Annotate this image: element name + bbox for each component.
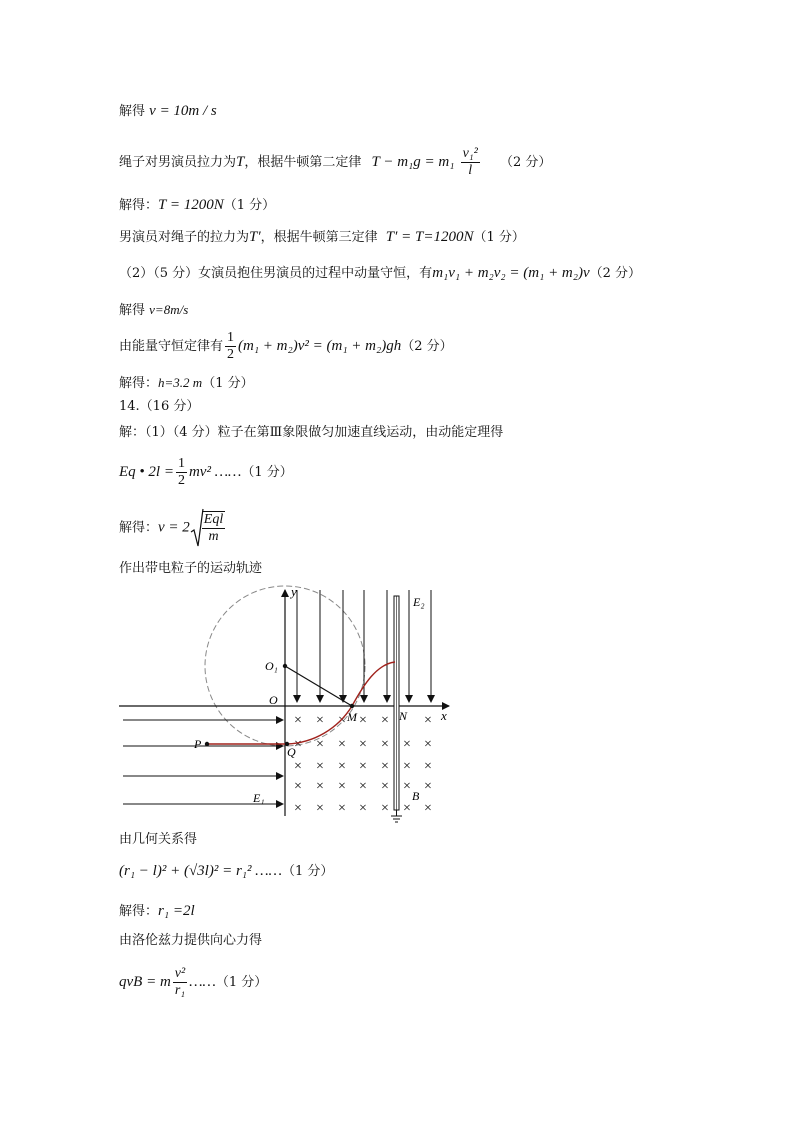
cross-mark: ×: [381, 713, 389, 728]
solution-line-velocity: 解得 v = 10m / s: [119, 103, 217, 119]
cross-mark: ×: [403, 801, 411, 816]
cross-mark: ×: [359, 801, 367, 816]
label-y: y: [291, 584, 297, 599]
fraction-eql-over-m: $\frac{\text{Eql}}{m}$: [203, 512, 224, 544]
label-e2: E₂: [413, 595, 425, 609]
label-m: M: [347, 710, 357, 724]
cross-mark: ×: [316, 759, 324, 774]
label-q: Q: [287, 745, 296, 759]
trajectory-diagram: [119, 584, 454, 824]
point-o1: [283, 664, 287, 668]
cross-mark: ×: [424, 801, 432, 816]
ground-icon: [391, 810, 402, 822]
cross-mark: ×: [316, 779, 324, 794]
label-e1: E₁: [253, 791, 265, 805]
cross-mark: ×: [338, 801, 346, 816]
lorentz-force-caption: 由洛伦兹力提供向心力得: [119, 933, 263, 948]
label-o1: O₁: [265, 659, 278, 673]
cross-mark: ×: [338, 759, 346, 774]
cross-mark: ×: [338, 737, 346, 752]
fraction-v2-over-r1: $\frac{\text{v²}}{\text{r₁}}$: [174, 966, 186, 998]
tension-result-line: 解得：T = 1200N（1 分）: [119, 197, 276, 213]
cross-mark: ×: [403, 759, 411, 774]
cross-mark: ×: [359, 779, 367, 794]
radius-result-line: 解得：r₁ =2l: [119, 903, 195, 919]
newton-second-law-line: 绳子对男演员拉力为T，根据牛顿第二定律 T − m₁g = m₁ $\frac{\text{v₁²}}{l}$ （2 分）: [119, 146, 552, 178]
cross-mark: ×: [403, 779, 411, 794]
cross-mark: ×: [316, 801, 324, 816]
cross-mark: ×: [294, 737, 302, 752]
point-m: [350, 704, 354, 708]
cross-mark: ×: [381, 801, 389, 816]
kinetic-energy-theorem-line: Eq • 2l = $\frac{1}{2}$ mv² ……（1 分）: [119, 456, 293, 488]
part-1-intro: 解：（1）（4 分）粒子在第Ⅲ象限做匀加速直线运动，由动能定理得: [119, 425, 504, 440]
newton-third-law-line: 男演员对绳子的拉力为T′，根据牛顿第三定律 T′ = T=1200N（1 分）: [119, 229, 525, 245]
geometry-equation-line: (r₁ − l)² + (√3l)² = r₁² ……（1 分）: [119, 863, 334, 879]
cross-mark: ×: [338, 713, 346, 728]
point-p: [205, 742, 209, 746]
fraction-v1sq-over-l: $\frac{\text{v₁²}}{l}$: [462, 146, 478, 178]
cross-mark: ×: [381, 737, 389, 752]
cross-mark: ×: [424, 737, 432, 752]
lorentz-equation-line: qvB = m $\frac{\text{v²}}{\text{r₁}}$ ……（1 分）: [119, 966, 268, 998]
energy-conservation-line: 由能量守恒定律有 $\frac{1}{2}$ (m₁ + m₂)v² = (m₁ + m₂)gh（2 分）: [119, 330, 453, 362]
velocity-sqrt-line: 解得：v = 2 $\frac{\text{Eql}}{m}$: [119, 508, 227, 548]
cross-mark: ×: [316, 713, 324, 728]
cross-mark: ×: [424, 759, 432, 774]
fraction-one-half: $\frac{1}{2}$: [227, 330, 235, 362]
cross-mark: ×: [381, 759, 389, 774]
cross-mark: ×: [294, 713, 302, 728]
momentum-conservation-line: （2）（5 分）女演员抱住男演员的过程中动量守恒，有m₁v₁ + m₂v₂ = (m₁ + m₂)v（2 分）: [119, 265, 642, 281]
particle-trajectory: [207, 662, 395, 744]
label-o: O: [269, 693, 278, 707]
cross-mark: ×: [294, 779, 302, 794]
cross-mark: ×: [381, 779, 389, 794]
cross-mark: ×: [294, 801, 302, 816]
cross-mark: ×: [294, 759, 302, 774]
cross-mark: ×: [424, 779, 432, 794]
trajectory-caption: 作出带电粒子的运动轨迹: [119, 561, 263, 576]
cross-mark: ×: [359, 759, 367, 774]
label-x: x: [441, 708, 447, 723]
cross-mark: ×: [359, 737, 367, 752]
question-14-heading: 14.（16 分）: [119, 399, 200, 414]
height-result-line: 解得：h=3.2 m（1 分）: [119, 375, 254, 391]
common-velocity-line: 解得 v=8m/s: [119, 302, 189, 318]
cross-mark: ×: [359, 713, 367, 728]
label-n: N: [399, 709, 408, 723]
label-p: P: [194, 737, 202, 751]
cross-mark: ×: [403, 737, 411, 752]
label-b: B: [412, 789, 420, 803]
radius-line: [285, 666, 352, 706]
cross-mark: ×: [316, 737, 324, 752]
fraction-one-half-2: $\frac{1}{2}$: [177, 456, 185, 488]
geometry-relation-caption: 由几何关系得: [119, 832, 198, 847]
cross-mark: ×: [338, 779, 346, 794]
cross-mark: ×: [424, 713, 432, 728]
